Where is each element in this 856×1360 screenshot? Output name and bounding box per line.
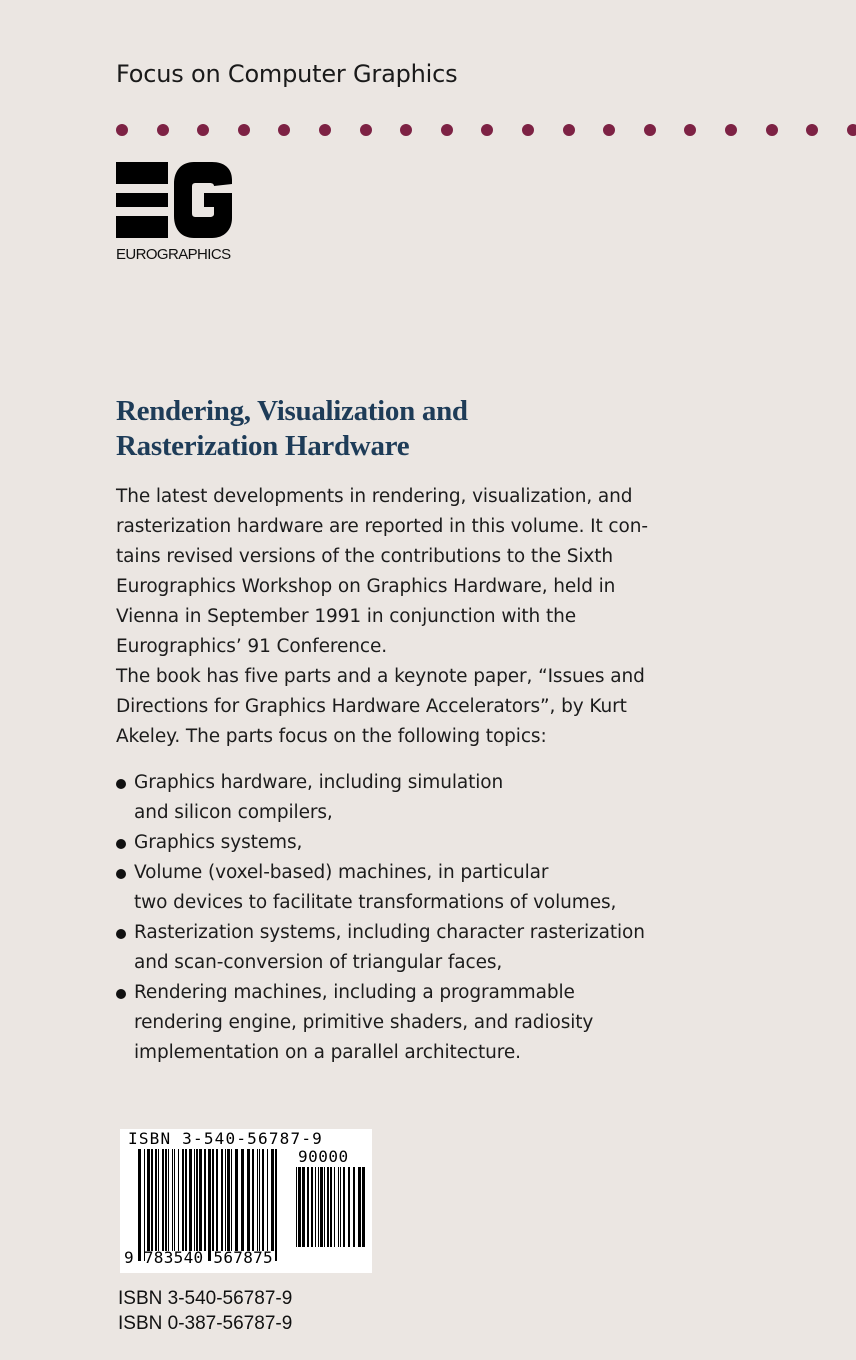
divider-dot — [684, 124, 696, 136]
barcode-bar — [348, 1167, 350, 1247]
topic-line: two devices to facilitate transformations of volumes, — [134, 892, 617, 913]
barcode-isbn-text: ISBN 3-540-56787-9 — [128, 1129, 323, 1148]
series-title: Focus on Computer Graphics — [116, 60, 458, 88]
divider-dot — [603, 124, 615, 136]
barcode-bar — [138, 1149, 141, 1261]
barcode-bar — [298, 1167, 301, 1247]
barcode-bar — [338, 1167, 339, 1247]
barcode-bar — [165, 1149, 167, 1251]
barcode-bars-icon — [138, 1149, 278, 1261]
divider-dot — [806, 124, 818, 136]
list-item — [116, 978, 756, 1068]
topic-line: Rasterization systems, including character rasterization — [134, 922, 645, 943]
barcode-bar — [275, 1149, 277, 1261]
bullet-icon — [116, 839, 126, 849]
barcode-bar — [174, 1149, 175, 1251]
divider-dot — [278, 124, 290, 136]
bullet-icon — [116, 989, 126, 999]
list-item — [116, 768, 756, 828]
book-title-line-2: Rasterization Hardware — [116, 430, 410, 462]
isbn-line-1: ISBN 3-540-56787-9 — [118, 1288, 293, 1309]
barcode-bar — [257, 1149, 258, 1251]
publisher-name: EUROGRAPHICS — [116, 246, 231, 263]
barcode-bar — [189, 1149, 192, 1251]
divider-dot — [563, 124, 575, 136]
barcode-bar — [247, 1149, 250, 1251]
barcode-bar — [144, 1149, 145, 1261]
barcode-bar — [267, 1149, 268, 1251]
topic-line: Volume (voxel-based) machines, in particular — [134, 862, 549, 883]
book-title-line-1: Rendering, Visualization and — [116, 395, 468, 427]
topic-line: rendering engine, primitive shaders, and radiosity — [134, 1012, 594, 1033]
divider-dot — [441, 124, 453, 136]
barcode-bar — [241, 1149, 244, 1251]
isbn-line-2: ISBN 0-387-56787-9 — [118, 1313, 293, 1334]
barcode-bar — [362, 1167, 365, 1247]
divider-dot — [157, 124, 169, 136]
barcode-bar — [212, 1149, 214, 1251]
isbn-barcode — [120, 1129, 372, 1273]
barcode-bar — [358, 1167, 361, 1247]
barcode-bar — [315, 1167, 316, 1247]
intro-paragraph — [116, 482, 756, 662]
topic-line: Graphics systems, — [134, 832, 303, 853]
barcode-bar — [221, 1149, 223, 1251]
barcode-bar — [296, 1167, 297, 1247]
barcode-bar — [327, 1167, 329, 1247]
divider-dot — [847, 124, 856, 136]
divider-dot — [360, 124, 372, 136]
divider-dot — [522, 124, 534, 136]
barcode-bar — [216, 1149, 218, 1251]
barcode-bar — [225, 1149, 226, 1251]
intro-line: tains revised versions of the contributions to the Sixth — [116, 546, 614, 567]
barcode-bar — [172, 1149, 173, 1251]
logo-e-top — [116, 162, 168, 184]
topic-line: implementation on a parallel architecture. — [134, 1042, 521, 1063]
barcode-bar — [320, 1167, 323, 1247]
divider-dot — [766, 124, 778, 136]
parts-line: Akeley. The parts focus on the following topics: — [116, 726, 547, 747]
parts-paragraph — [116, 662, 756, 752]
barcode-ean-number: 9 783540 567875 — [124, 1248, 273, 1267]
intro-line: The latest developments in rendering, visualization, and — [116, 486, 633, 507]
divider-dot — [644, 124, 656, 136]
logo-e-middle — [116, 193, 168, 207]
barcode-bar — [178, 1149, 179, 1251]
divider-dot — [319, 124, 331, 136]
parts-line: The book has five parts and a keynote paper, “Issues and — [116, 666, 645, 687]
logo-g — [174, 162, 232, 238]
topic-list — [116, 768, 756, 1068]
logo-e-bottom — [116, 216, 168, 238]
barcode-bar — [252, 1149, 254, 1251]
intro-line: Vienna in September 1991 in conjunction with the — [116, 606, 577, 627]
barcode-bar — [162, 1149, 164, 1251]
barcode-bar — [199, 1149, 202, 1251]
bullet-icon — [116, 929, 126, 939]
topic-line: and silicon compilers, — [134, 802, 333, 823]
barcode-bar — [330, 1167, 332, 1247]
barcode-bar — [340, 1167, 341, 1247]
divider-dot — [238, 124, 250, 136]
barcode-bar — [185, 1149, 187, 1251]
barcode-bar — [231, 1149, 232, 1251]
barcode-bar — [235, 1149, 238, 1251]
barcode-addon-number: 90000 — [298, 1147, 349, 1166]
barcode-bar — [343, 1167, 345, 1247]
divider-dot — [400, 124, 412, 136]
barcode-bar — [194, 1149, 195, 1251]
list-item — [116, 918, 756, 978]
barcode-bar — [204, 1149, 206, 1251]
barcode-bar — [307, 1167, 309, 1247]
list-item — [116, 828, 756, 858]
barcode-bar — [302, 1167, 305, 1247]
barcode-bar — [334, 1167, 335, 1247]
barcode-bar — [324, 1167, 325, 1247]
list-item — [116, 858, 756, 918]
isbn-numbers — [118, 1286, 292, 1336]
barcode-bar — [262, 1149, 264, 1251]
barcode-bar — [318, 1167, 319, 1247]
divider-dot — [116, 124, 128, 136]
barcode-bar — [259, 1149, 260, 1251]
parts-line: Directions for Graphics Hardware Accelerators”, by Kurt — [116, 696, 627, 717]
barcode-bar — [353, 1167, 355, 1247]
barcode-addon-bars-icon — [296, 1167, 368, 1257]
barcode-bar — [196, 1149, 198, 1251]
barcode-bar — [155, 1149, 157, 1251]
divider-dot — [197, 124, 209, 136]
intro-line: rasterization hardware are reported in this volume. It con- — [116, 516, 648, 537]
intro-line: Eurographics Workshop on Graphics Hardware, held in — [116, 576, 616, 597]
intro-line: Eurographics’ 91 Conference. — [116, 636, 388, 657]
barcode-bar — [151, 1149, 153, 1251]
topic-line: Rendering machines, including a programmable — [134, 982, 575, 1003]
dotted-divider — [112, 122, 856, 138]
barcode-bar — [182, 1149, 184, 1251]
barcode-bar — [168, 1149, 169, 1251]
barcode-bar — [158, 1149, 159, 1251]
topic-line: and scan-conversion of triangular faces, — [134, 952, 503, 973]
barcode-bar — [227, 1149, 230, 1251]
bullet-icon — [116, 779, 126, 789]
barcode-bar — [271, 1149, 274, 1251]
topic-line: Graphics hardware, including simulation — [134, 772, 504, 793]
barcode-bar — [311, 1167, 313, 1247]
divider-dot — [481, 124, 493, 136]
barcode-bar — [147, 1149, 150, 1251]
book-title — [116, 394, 776, 464]
barcode-bar — [208, 1149, 211, 1261]
bullet-icon — [116, 869, 126, 879]
book-description — [116, 482, 756, 1068]
divider-dot — [725, 124, 737, 136]
